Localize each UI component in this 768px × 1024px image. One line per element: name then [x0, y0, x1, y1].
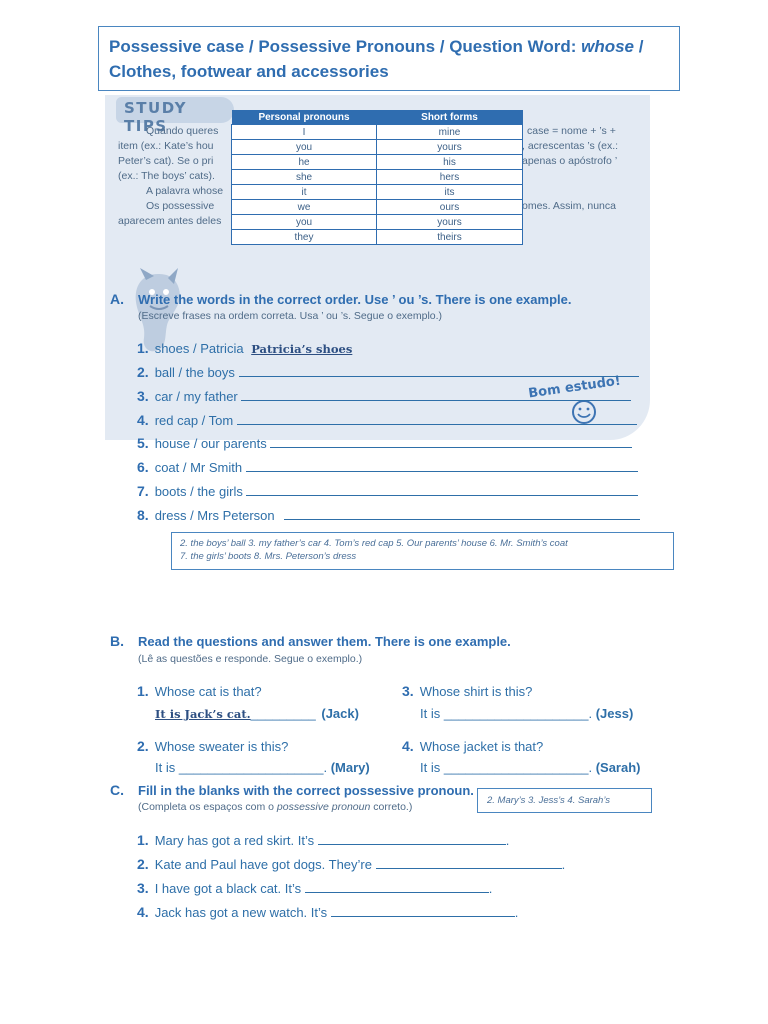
section-a-instruction: Write the words in the correct order. Use ’ ou ’s. There is one example.	[138, 292, 572, 307]
tips-line-1: Quando queres	[146, 125, 219, 137]
bom-estudo-label: Bom estudo!	[527, 373, 622, 402]
answer-prefix: It is	[420, 760, 441, 775]
item-hint: (Mary)	[330, 760, 370, 775]
example-answer: Patricia’s shoes	[251, 342, 353, 356]
item-number: 1.	[137, 832, 149, 848]
table-cell: we	[232, 200, 377, 215]
item-question: Whose jacket is that?	[419, 739, 544, 754]
answer-blank[interactable]	[376, 856, 562, 869]
table-cell: I	[232, 125, 377, 140]
table-cell: he	[232, 155, 377, 170]
exercise-a-item-3	[137, 388, 631, 404]
answer-prefix: It is	[155, 760, 176, 775]
table-cell: hers	[377, 170, 523, 185]
title-italic: whose	[581, 37, 634, 56]
exercise-b-question-3	[402, 683, 532, 699]
table-row	[232, 170, 523, 185]
answer-blank[interactable]	[284, 507, 640, 520]
item-prompt: Jack has got a new watch. It’s	[154, 905, 328, 920]
item-end: .	[488, 881, 493, 896]
section-c-letter: C.	[110, 782, 124, 798]
table-cell: its	[377, 185, 523, 200]
tips-line-6: Os possessive	[146, 200, 215, 212]
study-tips-label: STUDY TIPS	[116, 97, 234, 123]
item-number: 4.	[137, 904, 149, 920]
tips-right-3: apenas o apóstrofo ’	[522, 155, 618, 167]
item-number: 8.	[137, 507, 149, 523]
table-header: Personal pronouns	[232, 110, 377, 125]
exercise-c-item-2	[137, 856, 565, 872]
answer-blank[interactable]	[305, 880, 489, 893]
item-number: 3.	[137, 388, 149, 404]
tips-line-4: (ex.: The boys’ cats).	[118, 170, 215, 182]
table-row	[232, 215, 523, 230]
answer-blank[interactable]: _________	[250, 706, 316, 721]
exercise-a-item-8	[137, 507, 640, 523]
section-c-subtitle	[138, 801, 412, 813]
pronoun-table	[231, 110, 523, 245]
section-a-subtitle: (Escreve frases na ordem correta. Usa ’ ou ’s. Segue o exemplo.)	[138, 310, 443, 322]
tips-line-5: A palavra whose	[146, 185, 224, 197]
subtitle-part: correto.)	[370, 801, 413, 813]
table-row	[232, 125, 523, 140]
tips-line-7: aparecem antes deles	[118, 215, 222, 227]
answer-blank[interactable]: ____________________.	[443, 706, 593, 721]
table-cell: they	[232, 230, 377, 245]
item-prompt: ball / the boys	[154, 365, 235, 380]
item-number: 6.	[137, 459, 149, 475]
exercise-b-answer-3	[420, 706, 633, 721]
table-cell: yours	[377, 215, 523, 230]
answer-blank[interactable]	[270, 435, 632, 448]
table-cell: ours	[377, 200, 523, 215]
answer-blank[interactable]	[237, 412, 637, 425]
item-prompt: coat / Mr Smith	[154, 460, 243, 475]
item-number: 2.	[137, 364, 149, 380]
answer-key-b-text: 2. Mary’s 3. Jess’s 4. Sarah’s	[487, 795, 611, 806]
answer-blank[interactable]	[246, 483, 638, 496]
item-number: 2.	[137, 856, 149, 872]
exercise-b-question-1	[137, 683, 262, 699]
exercise-c-item-3	[137, 880, 492, 896]
item-number: 1.	[137, 340, 149, 356]
table-cell: it	[232, 185, 377, 200]
answer-blank[interactable]	[246, 459, 638, 472]
tips-right-2: , acrescentas ’s (ex.:	[522, 140, 619, 152]
item-question: Whose cat is that?	[154, 684, 262, 699]
table-cell: you	[232, 215, 377, 230]
exercise-b-question-4	[402, 738, 543, 754]
item-prompt: house / our parents	[154, 436, 267, 451]
tips-line-2: item (ex.: Kate’s hou	[118, 140, 214, 152]
page-title	[98, 26, 680, 91]
item-prompt: dress / Mrs Peterson	[154, 508, 275, 523]
item-end: .	[505, 833, 510, 848]
answer-key-a	[171, 532, 674, 570]
section-a-letter: A.	[110, 291, 124, 307]
exercise-a-item-4	[137, 412, 637, 428]
item-prompt: shoes / Patricia	[154, 341, 244, 356]
tips-right-6: omes. Assim, nunca	[522, 200, 616, 212]
item-end: .	[514, 905, 519, 920]
answer-blank[interactable]	[241, 388, 631, 401]
item-number: 4.	[137, 412, 149, 428]
tips-right-1: case = nome + ’s +	[527, 125, 616, 137]
table-row	[232, 200, 523, 215]
answer-blank[interactable]: ____________________.	[443, 760, 593, 775]
exercise-a-item-6	[137, 459, 638, 475]
item-number: 7.	[137, 483, 149, 499]
tips-line-3: Peter’s cat). Se o pri	[118, 155, 214, 167]
exercise-b-question-2	[137, 738, 288, 754]
answer-key-b	[477, 788, 652, 813]
exercise-b-answer-4	[420, 760, 641, 775]
subtitle-italic: possessive pronoun	[276, 801, 371, 813]
item-prompt: Mary has got a red skirt. It’s	[154, 833, 315, 848]
table-cell: she	[232, 170, 377, 185]
table-row	[232, 185, 523, 200]
exercise-a-item-5	[137, 435, 632, 451]
table-row	[232, 230, 523, 245]
exercise-a-item-2	[137, 364, 639, 380]
answer-blank[interactable]: ____________________.	[178, 760, 328, 775]
table-cell: mine	[377, 125, 523, 140]
exercise-a-item-7	[137, 483, 638, 499]
exercise-b-answer-1	[155, 706, 359, 721]
item-prompt: boots / the girls	[154, 484, 243, 499]
answer-blank[interactable]	[239, 364, 639, 377]
answer-key-a-line2: 7. the girls’ boots 8. Mrs. Peterson’s dress	[180, 551, 357, 562]
item-question: Whose sweater is this?	[154, 739, 289, 754]
section-b-letter: B.	[110, 633, 124, 649]
answer-blank[interactable]	[331, 904, 515, 917]
item-number: 5.	[137, 435, 149, 451]
answer-prefix: It is	[420, 706, 441, 721]
section-c-instruction: Fill in the blanks with the correct possessive pronoun.	[138, 783, 474, 798]
item-prompt: car / my father	[154, 389, 238, 404]
item-number: 4.	[402, 738, 414, 754]
item-end: .	[561, 857, 566, 872]
table-cell: you	[232, 140, 377, 155]
exercise-c-item-4	[137, 904, 518, 920]
title-line2: Clothes, footwear and accessories	[109, 62, 389, 81]
answer-blank[interactable]	[318, 832, 506, 845]
item-number: 3.	[137, 880, 149, 896]
title-part2: /	[634, 37, 644, 56]
answer-key-a-line1: 2. the boys’ ball 3. my father’s car 4. Tom’s red cap 5. Our parents’ house 6. Mr. Smith’s coat	[180, 538, 568, 549]
table-header: Short forms	[377, 110, 523, 125]
exercise-c-item-1	[137, 832, 509, 848]
table-row	[232, 155, 523, 170]
table-cell: theirs	[377, 230, 523, 245]
item-hint: (Jess)	[595, 706, 634, 721]
section-b-instruction: Read the questions and answer them. There is one example.	[138, 634, 511, 649]
subtitle-part: (Completa os espaços com o	[138, 801, 277, 813]
example-answer: It is Jack’s cat.	[155, 707, 251, 721]
item-hint: (Jack)	[321, 706, 359, 721]
exercise-b-answer-2	[155, 760, 370, 775]
item-number: 1.	[137, 683, 149, 699]
title-part1: Possessive case / Possessive Pronouns / Question Word:	[109, 37, 582, 56]
table-cell: yours	[377, 140, 523, 155]
item-prompt: Kate and Paul have got dogs. They’re	[154, 857, 372, 872]
item-number: 2.	[137, 738, 149, 754]
table-row	[232, 140, 523, 155]
exercise-a-item-1	[137, 340, 352, 356]
table-cell: his	[377, 155, 523, 170]
item-question: Whose shirt is this?	[419, 684, 533, 699]
item-prompt: I have got a black cat. It’s	[154, 881, 302, 896]
item-hint: (Sarah)	[595, 760, 641, 775]
section-b-subtitle: (Lê as questões e responde. Segue o exemplo.)	[138, 653, 363, 665]
item-prompt: red cap / Tom	[154, 413, 234, 428]
item-number: 3.	[402, 683, 414, 699]
